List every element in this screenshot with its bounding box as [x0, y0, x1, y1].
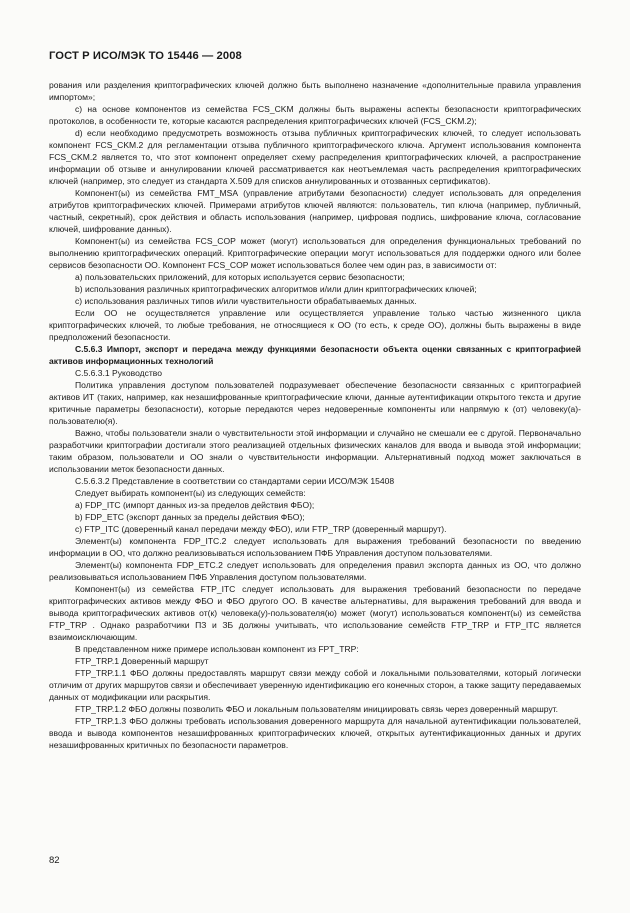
paragraph: а) пользовательских приложений, для которых используется сервис безопасности; — [75, 272, 405, 282]
paragraph: b) использования различных криптографических алгоритмов и/или длин криптографических ключей; — [75, 284, 477, 294]
paragraph: С.5.6.3.1 Руководство — [75, 368, 163, 378]
paragraph: С.5.6.3.2 Представление в соответствии со стандартами серии ИСО/МЭК 15408 — [75, 476, 395, 486]
page-number: 82 — [49, 855, 60, 866]
paragraph: Компонент(ы) из семейства FCS_COP может (могут) использоваться для определения функциональных требований по выполнению криптографических операций. Криптографические операции могут использоваться для поддержки одного или более сервисов безопасности ОО. Компонент FCS_COP может использоваться более чем один раз, в зависимости от: — [49, 236, 581, 270]
paragraph: Следует выбирать компонент(ы) из следующих семейств: — [75, 488, 306, 498]
paragraph: Элемент(ы) компонента FDP_ETC.2 следует использовать для определения правил экспорта данных из ОО, что должно реализовываться использованием ПФБ Управления доступом пользователями. — [49, 560, 581, 582]
paragraph: с) использования различных типов и/или чувствительности обрабатываемых данных. — [75, 296, 417, 306]
paragraph: FTP_TRP.1.2 ФБО должны позволить ФБО и локальным пользователям инициировать связь через доверенный маршрут. — [75, 704, 558, 714]
section-heading: С.5.6.3 Импорт, экспорт и передача между функциями безопасности объекта оценки связанных с криптографией активов информационных технологий — [49, 344, 581, 366]
paragraph: FTP_TRP.1.3 ФБО должны требовать использования доверенного маршрута для начальной аутентификации пользователей, ввода и вывода компонентов незашифрованных криптографических ключей, открытых аутентификационных данных и других незашифрованных критичных по безопасности параметров. — [49, 716, 581, 750]
paragraph: Если ОО не осуществляется управление или осуществляется управление только частью жизненного цикла криптографических ключей, то любые требования, не относящиеся к ОО (то есть, к среде ОО), должны быть выражены в виде предположений безопасности. — [49, 308, 581, 342]
paragraph: Политика управления доступом пользователей подразумевает обеспечение безопасности связанных с криптографией активов ИТ (таких, например, как незашифрованные криптографические ключи, данные аутентификации открытого текста и другие критичные параметры безопасности), которые передаются через недоверенные компоненты или напрямую к (от) человеку(а)-пользователю(я). — [49, 380, 581, 426]
paragraph: Элемент(ы) компонента FDP_ITC.2 следует использовать для выражения требований безопасности по введению информации в ОО, что должно реализовываться использованием ПФБ Управления доступом пользователями. — [49, 536, 581, 558]
paragraph: b) FDP_ETC (экспорт данных за пределы действия ФБО); — [75, 512, 305, 522]
paragraph: FTP_TRP.1 Доверенный маршрут — [75, 656, 209, 666]
paragraph: Важно, чтобы пользователи знали о чувствительности этой информации и случайно не смешали ее с другой. Первоначально разработчики криптографии достигали этого реализацией отдельных физических каналов для ввода и вывода этой информации; таким образом, пользователи и ОО знали о чувствительности информации. Альтернативный подход может заключаться в использовании меток безопасности данных. — [49, 428, 581, 474]
paragraph: а) FDP_ITC (импорт данных из-за пределов действия ФБО); — [75, 500, 315, 510]
paragraph: рования или разделения криптографических ключей должно быть выполнено назначение «дополнительные правила управления импортом»; — [49, 80, 581, 102]
document-body — [49, 79, 581, 751]
paragraph: с) на основе компонентов из семейства FCS_CKM должны быть выражены аспекты безопасности криптографических протоколов, в особенности те, которые касаются распределения криптографических ключей (FCS_CKM.2); — [49, 104, 581, 126]
paragraph: Компонент(ы) из семейства FMT_MSA (управление атрибутами безопасности) следует использовать для определения атрибутов криптографических ключей. Примерами атрибутов ключей являются: пользователь, тип ключа (например, публичный, частный, секретный), срок действия и область использования (например, цифровая подпись, шифрование ключа, согласование ключей, шифрование данных). — [49, 188, 581, 234]
paragraph: FTP_TRP.1.1 ФБО должны предоставлять маршрут связи между собой и локальными пользователями, который логически отличим от других маршрутов связи и обеспечивает уверенную идентификацию его конечных сторон, а также защиту передаваемых данных от модификации или раскрытия. — [49, 668, 581, 702]
paragraph: d) если необходимо предусмотреть возможность отзыва публичных криптографических ключей, то следует использовать компонент FCS_CKM.2 для регламентации отзыва публичного криптографического ключа. Аргумент использования компонента FCS_CKM.2 является то, что этот компонент определяет схему распределения криптографических ключей, а распространение информации об отзыве и аннулировании ключей рассматривается как неотъемлемая часть распределения криптографических ключей (например, это следует из стандарта X.509 для списков аннулированных и отозванных сертификатов). — [49, 128, 581, 186]
paragraph: В представленном ниже примере использован компонент из FPT_TRP: — [75, 644, 359, 654]
paragraph: Компонент(ы) из семейства FTP_ITC следует использовать для выражения требований безопасности по передаче криптографических активов между ФБО и ФБО другого ОО. В качестве альтернативы, для выражения требований для ввода и вывода криптографических активов от(к) человека(у)-пользователя(ю) может (могут) использоваться компонент(ы) из семейства FTP_TRP . Однако разработчики ПЗ и ЗБ должны учитывать, что использование семейств FTP_TRP и FTP_ITC является взаимоисключающим. — [49, 584, 581, 642]
page-header: ГОСТ Р ИСО/МЭК ТО 15446 — 2008 — [49, 50, 242, 62]
paragraph: с) FTP_ITC (доверенный канал передачи между ФБО), или FTP_TRP (доверенный маршрут). — [75, 524, 447, 534]
